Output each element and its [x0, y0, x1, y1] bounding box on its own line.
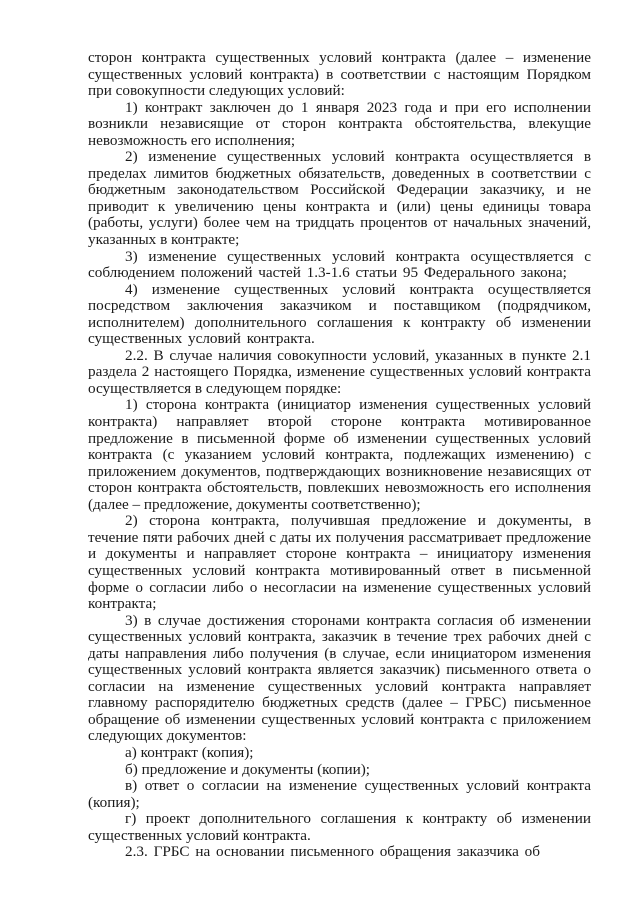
- paragraph-procedure-2: 2) сторона контракта, получившая предложение и документы, в течение пяти рабочих дней с даты их получения рассматривает предложение и документы и направляет стороне контракта – инициатору изменения существенных условий контракта мотивированный ответ в письменной форме о согласии либо о несогласии на изменение существенных условий контракта;: [88, 512, 591, 613]
- paragraph-condition-2: 2) изменение существенных условий контракта осуществляется в пределах лимитов бюджетных обязательств, доведенных в соответствии с бюджетным законодательством Российской Федерации заказчику, и не приводит к увеличению цены контракта и (или) цены единицы товара (работы, услуги) более чем на тридцать процентов от начальных значений, указанных в контракте;: [88, 148, 591, 249]
- paragraph-condition-3: 3) изменение существенных условий контракта осуществляется с соблюдением положений частей 1.3-1.6 статьи 95 Федерального закона;: [88, 247, 591, 282]
- paragraph-condition-1: 1) контракт заключен до 1 января 2023 года и при его исполнении возникли независящие от сторон контракта обстоятельства, влекущие невозможность его исполнения;: [88, 98, 591, 149]
- list-item-a: а) контракт (копия);: [125, 743, 254, 761]
- document-page: [88, 50, 591, 861]
- paragraph-clause-2-2: 2.2. В случае наличия совокупности условий, указанных в пункте 2.1 раздела 2 настоящего Порядка, изменение существенных условий контракта осуществляется в следующем порядке:: [88, 346, 591, 397]
- list-item-g: г) проект дополнительного соглашения к контракту об изменении существенных условий контракта.: [88, 810, 591, 844]
- paragraph-procedure-1: 1) сторона контракта (инициатор изменения существенных условий контракта) направляет второй стороне контракта мотивированное предложение в письменной форме об изменении существенных условий контракта (с указанием условий контракта, подлежащих изменению) с приложением документов, подтверждающих возникновение независящих от сторон контракта обстоятельств, повлекших невозможность его исполнения (далее – предложение, документы соответственно);: [88, 396, 591, 513]
- paragraph-clause-2-3: 2.3. ГРБС на основании письменного обращения заказчика об: [125, 843, 540, 861]
- list-item-b: б) предложение и документы (копии);: [125, 760, 371, 778]
- list-item-v: в) ответ о согласии на изменение существенных условий контракта (копия);: [88, 777, 591, 811]
- paragraph-intro-continuation: сторон контракта существенных условий контракта (далее – изменение существенных условий контракта) в соответствии с настоящим Порядком при совокупности следующих условий:: [88, 49, 591, 100]
- paragraph-condition-4: 4) изменение существенных условий контракта осуществляется посредством заключения заказчиком и поставщиком (подрядчиком, исполнителем) дополнительного соглашения к контракту об изменении существенных условий контракта.: [88, 280, 591, 348]
- paragraph-procedure-3: 3) в случае достижения сторонами контракта согласия об изменении существенных условий контракта, заказчик в течение трех рабочих дней с даты направления либо получения (в случае, если инициатором изменения существенных условий контракта является заказчик) письменного ответа о согласии на изменение существенных условий контракта направляет главному распорядителю бюджетных средств (далее – ГРБС) письменное обращение об изменении существенных условий контракта с приложением следующих документов:: [88, 611, 591, 745]
